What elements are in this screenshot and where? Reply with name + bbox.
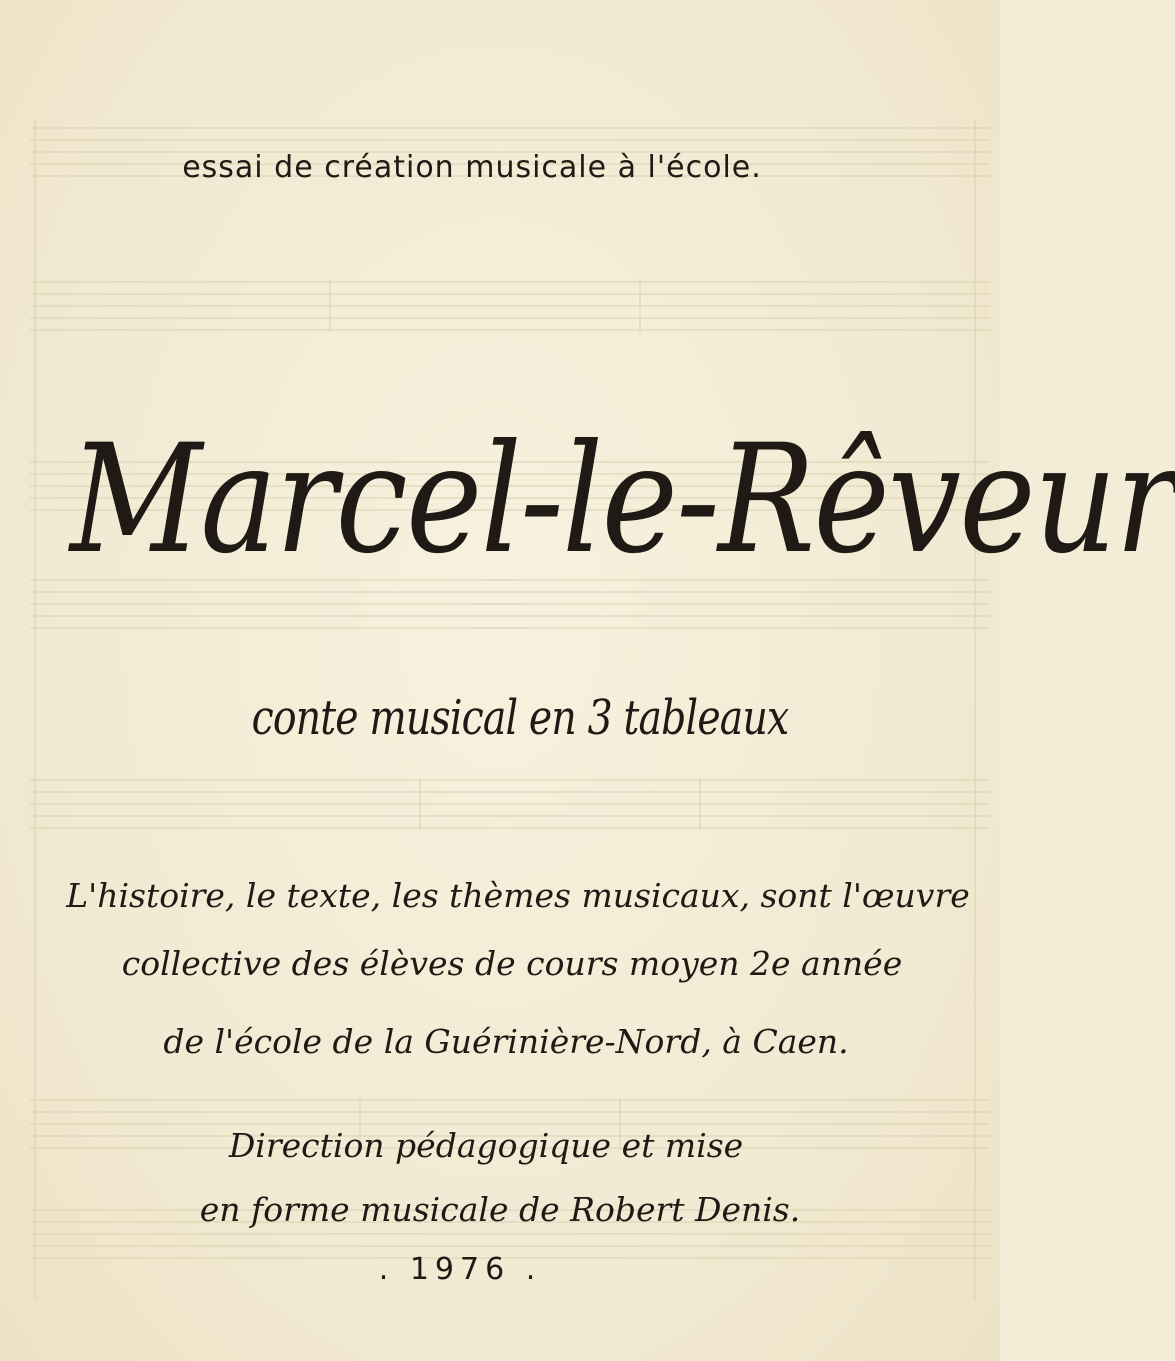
header-subtitle: essai de création musicale à l'école. (182, 150, 762, 185)
credits-line-3: de l'école de la Guérinière-Nord, à Caen. (163, 1022, 849, 1061)
title-tagline: conte musical en 3 tableaux (251, 690, 789, 746)
credits-line-5: en forme musicale de Robert Denis. (199, 1190, 801, 1229)
year: . 1976 . (378, 1252, 542, 1287)
credits-line-4: Direction pédagogique et mise (228, 1126, 744, 1165)
credits-line-1: L'histoire, le texte, les thèmes musicaux, sont l'œuvre (66, 876, 970, 915)
main-title: Marcel-le-Rêveur (70, 413, 1175, 587)
credits-line-2: collective des élèves de cours moyen 2e année (121, 944, 903, 983)
